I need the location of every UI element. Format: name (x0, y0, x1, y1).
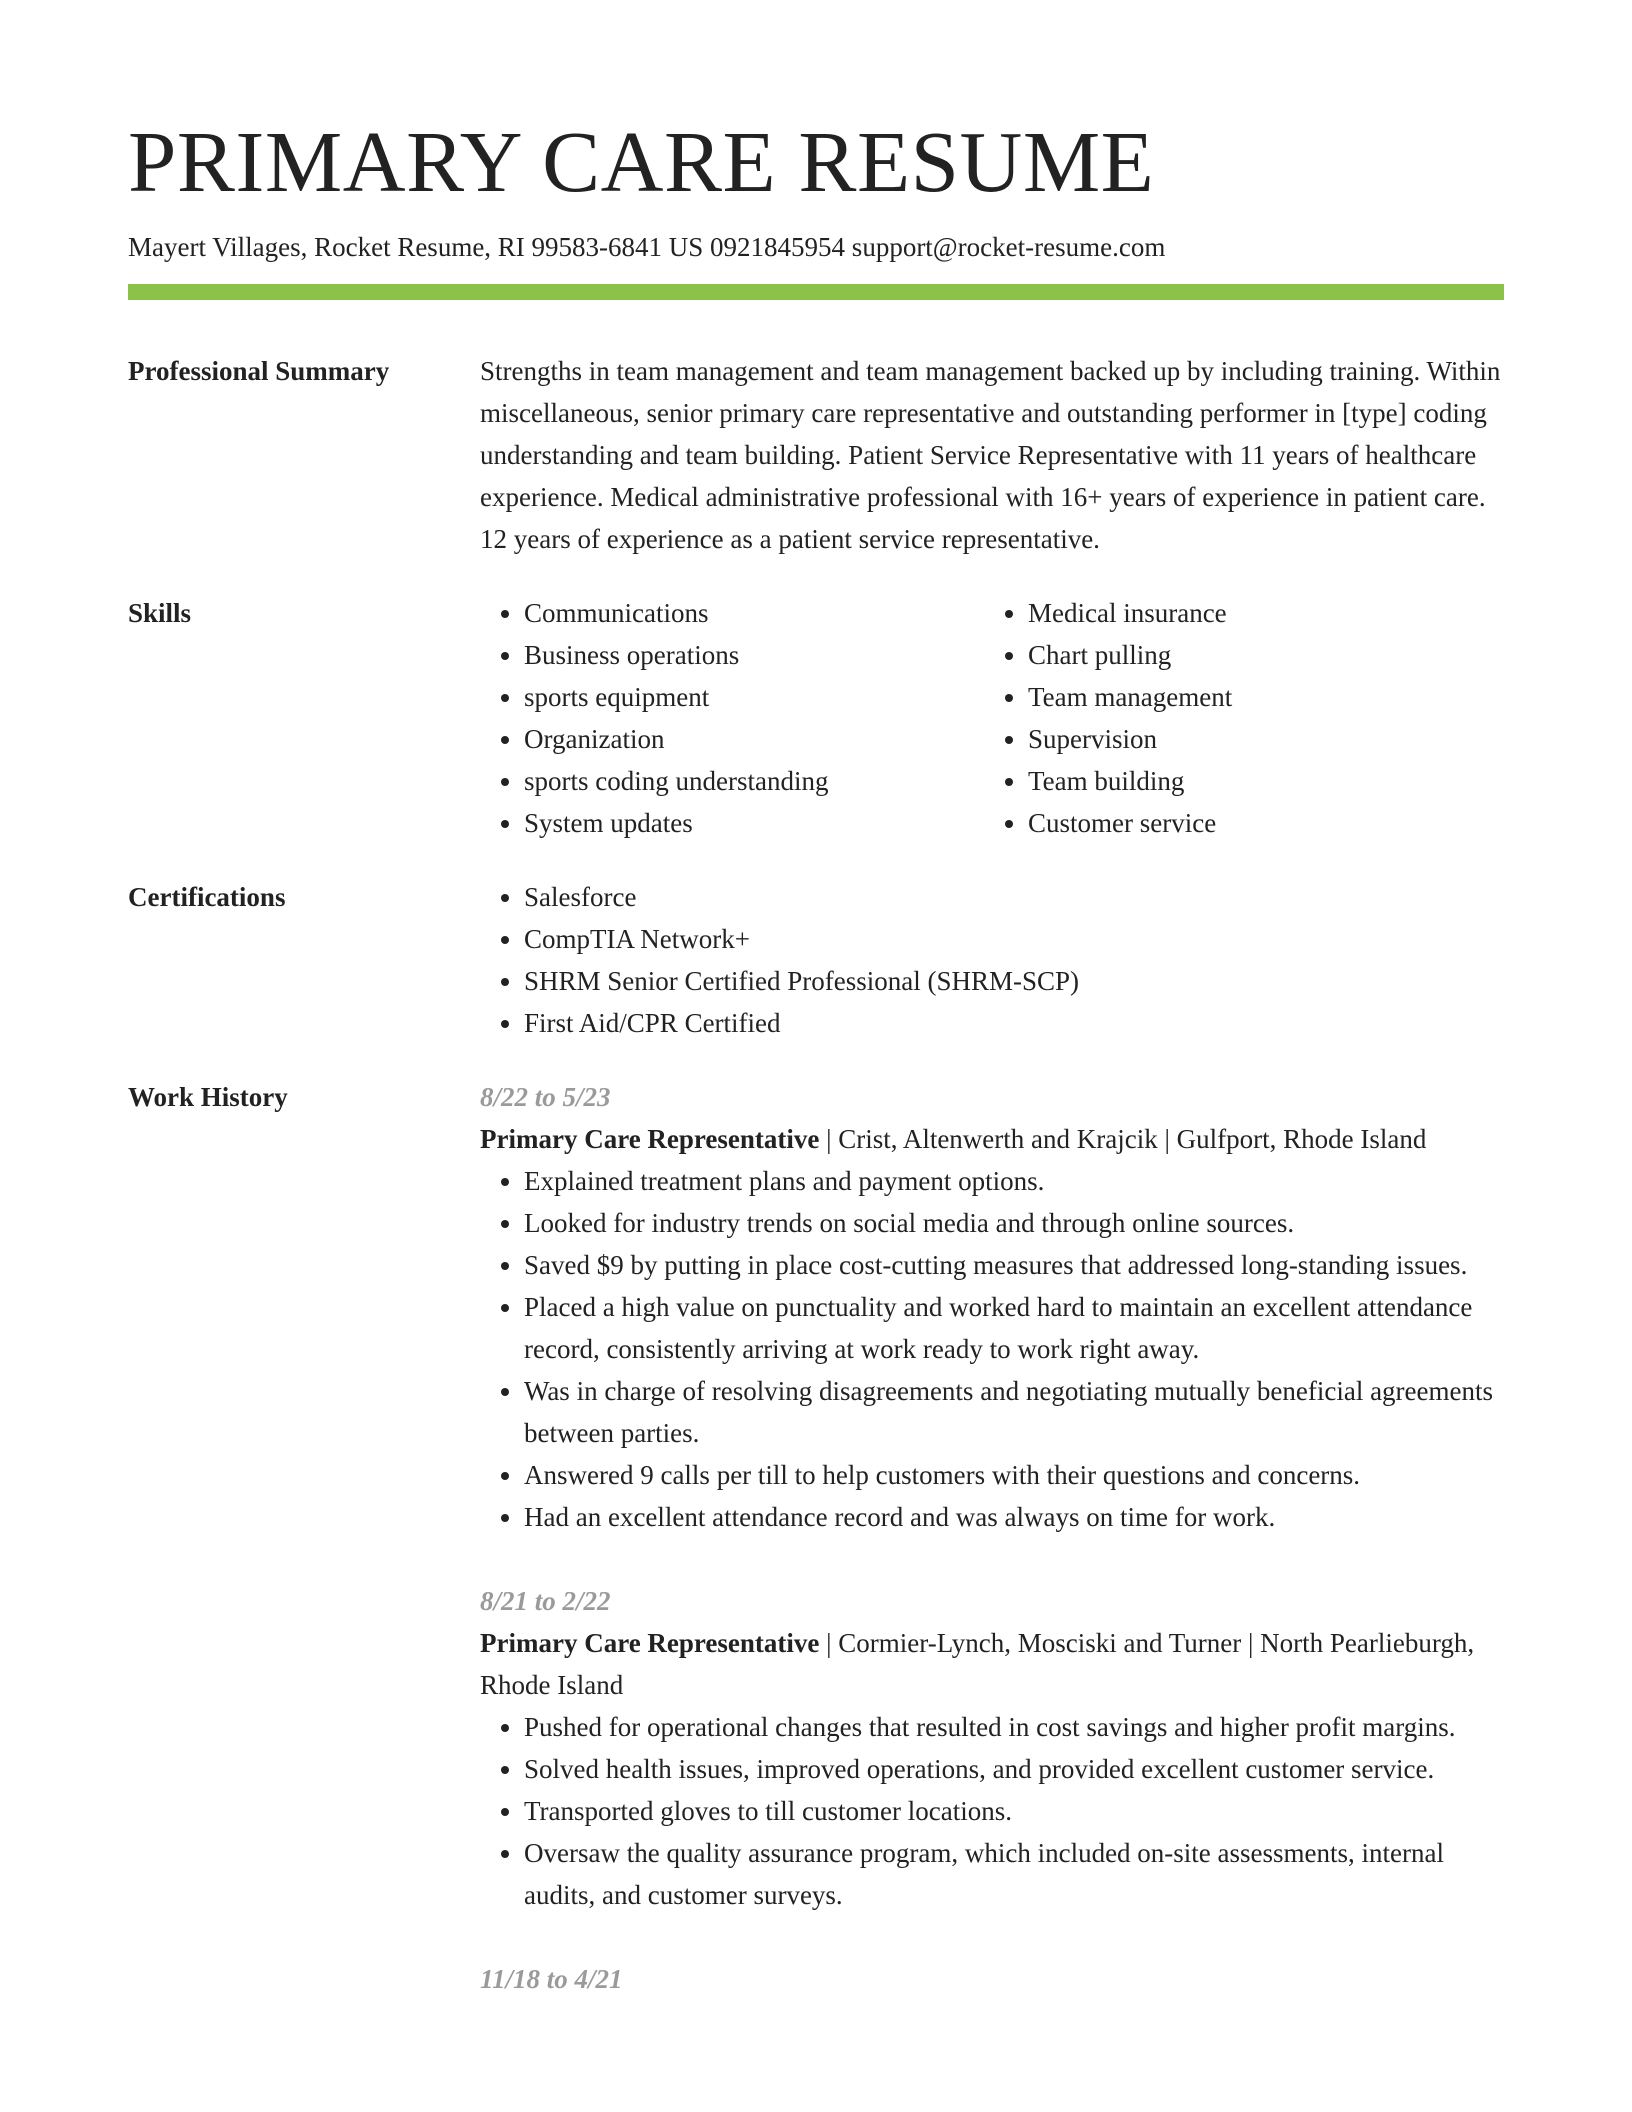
job-bullet: • Transported gloves to till customer locations. (524, 1790, 1504, 1832)
job-heading (480, 1118, 1504, 1160)
work-history-section (128, 1076, 1504, 2042)
skill-item: • sports coding understanding (524, 760, 984, 802)
job-entry (480, 1580, 1504, 1916)
skill-item: • Medical insurance (1028, 592, 1488, 634)
skills-grid (480, 592, 1504, 844)
skill-item: • sports equipment (524, 676, 984, 718)
certifications-section (128, 876, 1504, 1044)
skill-item: • Customer service (1028, 802, 1488, 844)
skill-item: • System updates (524, 802, 984, 844)
job-details: | Crist, Altenwerth and Krajcik | Gulfport, Rhode Island (819, 1124, 1427, 1155)
job-bullet: • Was in charge of resolving disagreements and negotiating mutually beneficial agreements between parties. (524, 1370, 1504, 1454)
work-history-heading: Work History (128, 1082, 288, 1113)
skill-item: • Team building (1028, 760, 1488, 802)
job-title: Primary Care Representative (480, 1124, 820, 1155)
skills-column-left (480, 592, 984, 844)
job-bullet: • Looked for industry trends on social media and through online sources. (524, 1202, 1504, 1244)
job-bullet-list (480, 1160, 1504, 1538)
certification-item: • Salesforce (524, 876, 1504, 918)
certifications-list (480, 876, 1504, 1044)
job-entry (480, 1076, 1504, 1538)
contact-info: Mayert Villages, Rocket Resume, RI 99583-6841 US 0921845954 support@rocket-resume.com (128, 232, 1166, 262)
job-bullet: • Solved health issues, improved operations, and provided excellent customer service. (524, 1748, 1504, 1790)
certifications-heading: Certifications (128, 882, 286, 913)
job-bullet: • Oversaw the quality assurance program, which included on-site assessments, internal audits, and customer surveys. (524, 1832, 1504, 1916)
resume-page (128, 0, 1504, 2042)
skill-item: • Supervision (1028, 718, 1488, 760)
job-bullet: • Answered 9 calls per till to help customers with their questions and concerns. (524, 1454, 1504, 1496)
skill-item: • Chart pulling (1028, 634, 1488, 676)
job-dates: 11/18 to 4/21 (480, 1964, 623, 1995)
skill-item: • Organization (524, 718, 984, 760)
summary-text: Strengths in team management and team management backed up by including training. Within miscellaneous, senior primary care representative and outstanding performer in [type] coding understanding and team building. Patient Service Representative with 11 years of healthcare experience. Medical administrative professional with 16+ years of experience in patient care. 12 years of experience as a patient service representative. (480, 356, 1501, 555)
skill-item: • Team management (1028, 676, 1488, 718)
job-bullet: • Placed a high value on punctuality and worked hard to maintain an excellent attendance record, consistently arriving at work ready to work right away. (524, 1286, 1504, 1370)
job-entry (480, 1958, 1504, 2000)
skills-column-right (984, 592, 1488, 844)
skills-section (128, 592, 1504, 844)
job-bullet: • Explained treatment plans and payment options. (524, 1160, 1504, 1202)
job-dates: 8/21 to 2/22 (480, 1586, 611, 1617)
skill-item: • Communications (524, 592, 984, 634)
resume-title: PRIMARY CARE RESUME (128, 113, 1155, 210)
accent-divider (128, 284, 1504, 300)
summary-section (128, 350, 1504, 560)
job-bullet: • Pushed for operational changes that resulted in cost savings and higher profit margins. (524, 1706, 1504, 1748)
certification-item: • CompTIA Network+ (524, 918, 1504, 960)
certification-item: • SHRM Senior Certified Professional (SHRM-SCP) (524, 960, 1504, 1002)
skills-heading: Skills (128, 598, 192, 629)
summary-heading: Professional Summary (128, 356, 390, 387)
job-heading (480, 1622, 1504, 1706)
work-history-list (480, 1076, 1504, 2042)
job-bullet: • Saved $9 by putting in place cost-cutting measures that addressed long-standing issues. (524, 1244, 1504, 1286)
job-bullet: • Had an excellent attendance record and was always on time for work. (524, 1496, 1504, 1538)
job-title: Primary Care Representative (480, 1628, 820, 1659)
job-details: | Cormier-Lynch, Mosciski and Turner | North Pearlieburgh, Rhode Island (480, 1628, 1475, 1701)
skill-item: • Business operations (524, 634, 984, 676)
job-bullet-list (480, 1706, 1504, 1916)
certification-item: • First Aid/CPR Certified (524, 1002, 1504, 1044)
job-dates: 8/22 to 5/23 (480, 1082, 611, 1113)
